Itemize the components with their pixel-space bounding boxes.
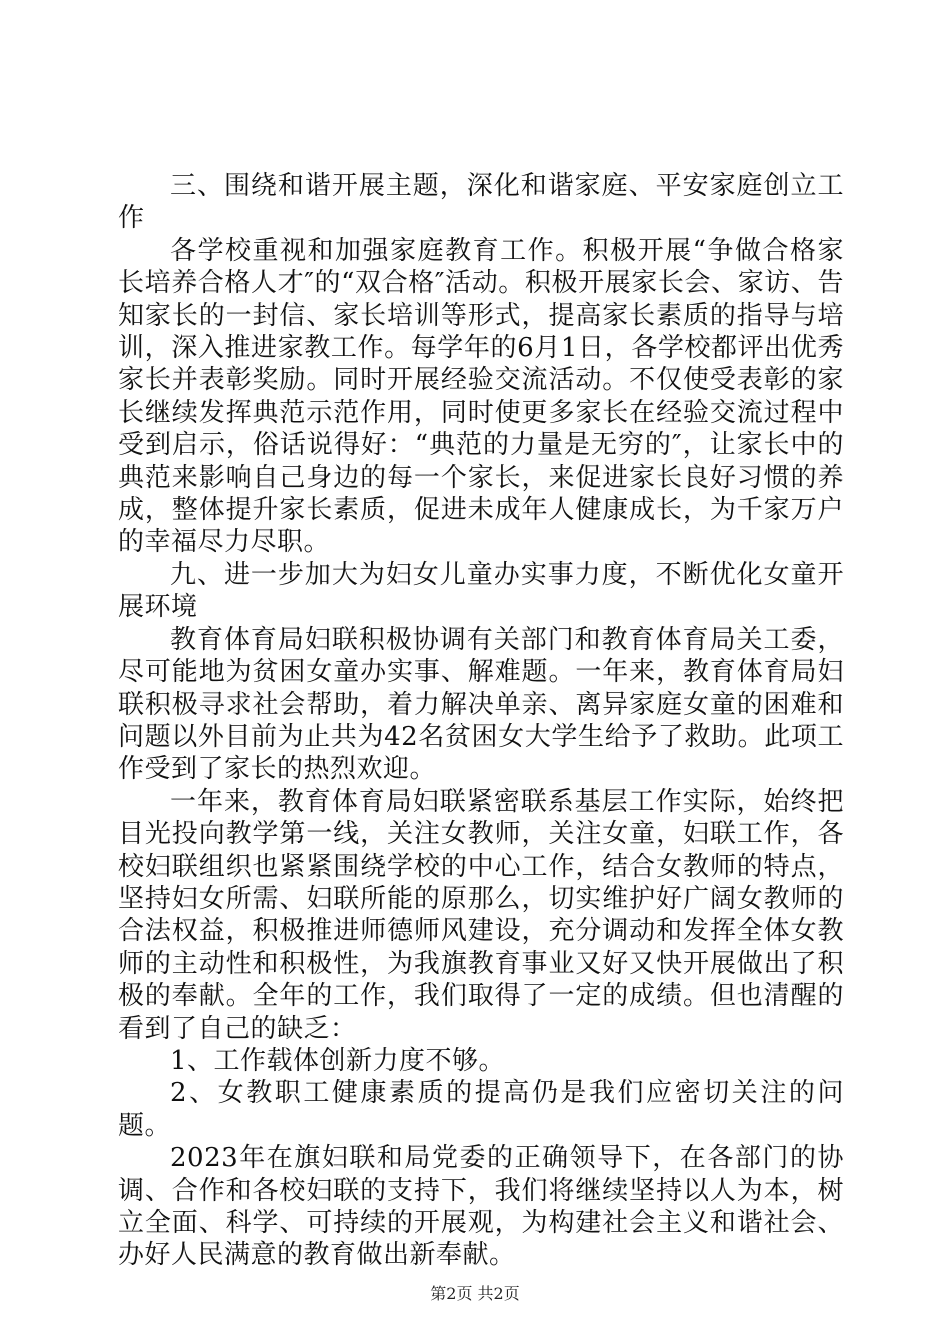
section-heading-three: 三、围绕和谐开展主题，深化和谐家庭、平安家庭创立工作	[118, 171, 844, 234]
paragraph-outlook: 2023年在旗妇联和局党委的正确领导下，在各部门的协调、合作和各校妇联的支持下，我们将继续坚持以人为本，树立全面、科学、可持续的开展观，为构建社会主义和谐社会、办好人民满意的教育做出新奉献。	[118, 1143, 844, 1271]
paragraph-annual-summary: 一年来，教育体育局妇联紧密联系基层工作实际，始终把目光投向教学第一线，关注女教师，关注女童，妇联工作，各校妇联组织也紧紧围绕学校的中心工作，结合女教师的特点，坚持妇女所需、妇联所能的原那么，切实维护好广阔女教师的合法权益，积极推进师德师风建设，充分调动和发挥全体女教师的主动性和积极性，为我旗教育事业又好又快开展做出了积极的奉献。全年的工作，我们取得了一定的成绩。但也清醒的看到了自己的缺乏：	[118, 786, 844, 1044]
list-item-shortcoming-1: 1、工作载体创新力度不够。	[170, 1045, 506, 1076]
document-body	[118, 170, 844, 1272]
paragraph-girls-aid: 教育体育局妇联积极协调有关部门和教育体育局关工委，尽可能地为贫困女童办实事、解难题。一年来，教育体育局妇联积极寻求社会帮助，着力解决单亲、离异家庭女童的困难和问题以外目前为止共为42名贫困女大学生给予了救助。此项工作受到了家长的热烈欢迎。	[118, 624, 844, 785]
section-heading-nine: 九、进一步加大为妇女儿童办实事力度，不断优化女童开展环境	[118, 559, 844, 623]
page-number-footer: 第2页 共2页	[430, 1284, 520, 1303]
list-item-shortcoming-2: 2、女教职工健康素质的提高仍是我们应密切关注的问题。	[118, 1078, 844, 1141]
paragraph-family-education: 各学校重视和加强家庭教育工作。积极开展“争做合格家长培养合格人才″的“双合格″活动。积极开展家长会、家访、告知家长的一封信、家长培训等形式，提高家长素质的指导与培训，深入推进家教工作。每学年的6月1日，各学校都评出优秀家长并表彰奖励。同时开展经验交流活动。不仅使受表彰的家长继续发挥典范示范作用，同时使更多家长在经验交流过程中受到启示，俗话说得好：“典范的力量是无穷的″，让家长中的典范来影响自己身边的每一个家长，来促进家长良好习惯的养成，整体提升家长素质，促进未成年人健康成长，为千家万户的幸福尽力尽职。	[118, 235, 844, 558]
